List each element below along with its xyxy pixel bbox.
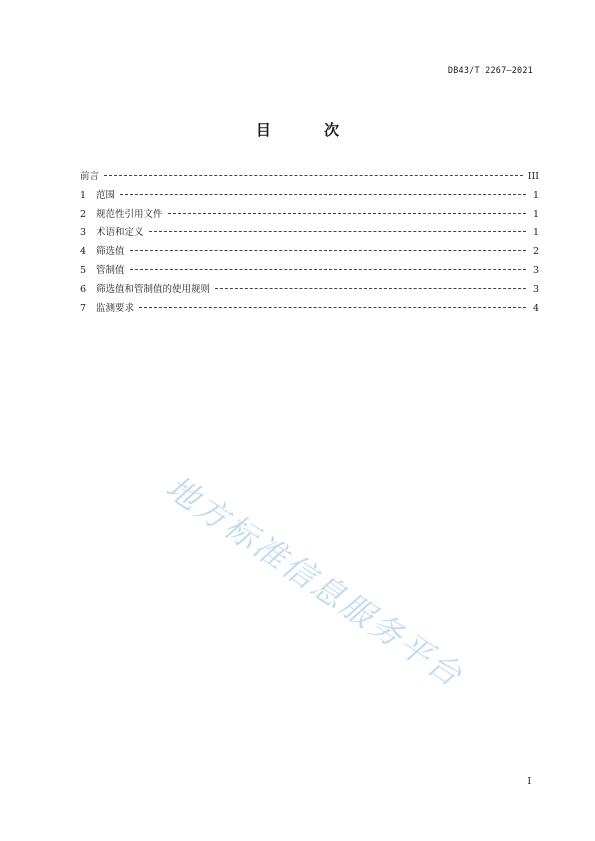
watermark-text: 地方标准信息服务平台 [159, 468, 471, 696]
toc-entry-page: 2 [532, 246, 539, 258]
toc-entry-label: 筛选值 [96, 246, 125, 258]
toc-entry-scope[interactable] [80, 187, 539, 206]
toc-entry-page: 3 [532, 283, 539, 295]
toc-entry-page: 1 [532, 227, 539, 239]
toc-entry-label: 监测要求 [96, 302, 135, 314]
toc-entry-usage-rules[interactable] [80, 281, 539, 300]
toc-entry-number: 4 [80, 246, 87, 258]
page-number: I [527, 777, 531, 787]
toc-entry-label: 范围 [96, 189, 116, 201]
toc-entry-number: 2 [80, 208, 87, 220]
toc-dot-leader [215, 288, 526, 289]
toc-entry-terms-definitions[interactable] [80, 224, 539, 243]
toc-dot-leader [168, 213, 526, 214]
toc-entry-number: 1 [80, 189, 87, 201]
toc-entry-label: 管制值 [96, 264, 125, 276]
toc-entry-label: 前言 [80, 171, 100, 182]
toc-entry-number: 3 [80, 227, 87, 239]
toc-dot-leader [149, 231, 526, 232]
toc-entry-number: 7 [80, 302, 87, 314]
toc-dot-leader [139, 307, 526, 308]
toc-entry-screening-values[interactable] [80, 243, 539, 262]
toc-entry-page: 1 [532, 189, 539, 201]
toc-entry-monitoring-requirements[interactable] [80, 300, 539, 319]
toc-dot-leader [130, 269, 526, 270]
toc-entry-number: 6 [80, 283, 87, 295]
toc-entry-control-values[interactable] [80, 262, 539, 281]
toc-title: 目 次 [255, 121, 364, 139]
toc-dot-leader [104, 175, 523, 176]
toc-dot-leader [120, 194, 526, 195]
toc-entry-label: 规范性引用文件 [96, 208, 163, 220]
toc-entry-foreword[interactable] [80, 168, 539, 187]
toc-entry-page: 1 [532, 208, 539, 220]
toc-entry-page: 4 [532, 302, 539, 314]
toc-entry-label: 筛选值和管制值的使用规则 [96, 283, 211, 295]
toc-entry-page: III [527, 171, 539, 182]
toc-entry-page: 3 [532, 264, 539, 276]
toc-entry-normative-references[interactable] [80, 206, 539, 225]
toc-entry-number: 5 [80, 264, 87, 276]
toc-dot-leader [130, 250, 526, 251]
table-of-contents [80, 168, 539, 318]
document-code: DB43/T 2267—2021 [447, 66, 533, 76]
toc-entry-label: 术语和定义 [96, 227, 144, 239]
